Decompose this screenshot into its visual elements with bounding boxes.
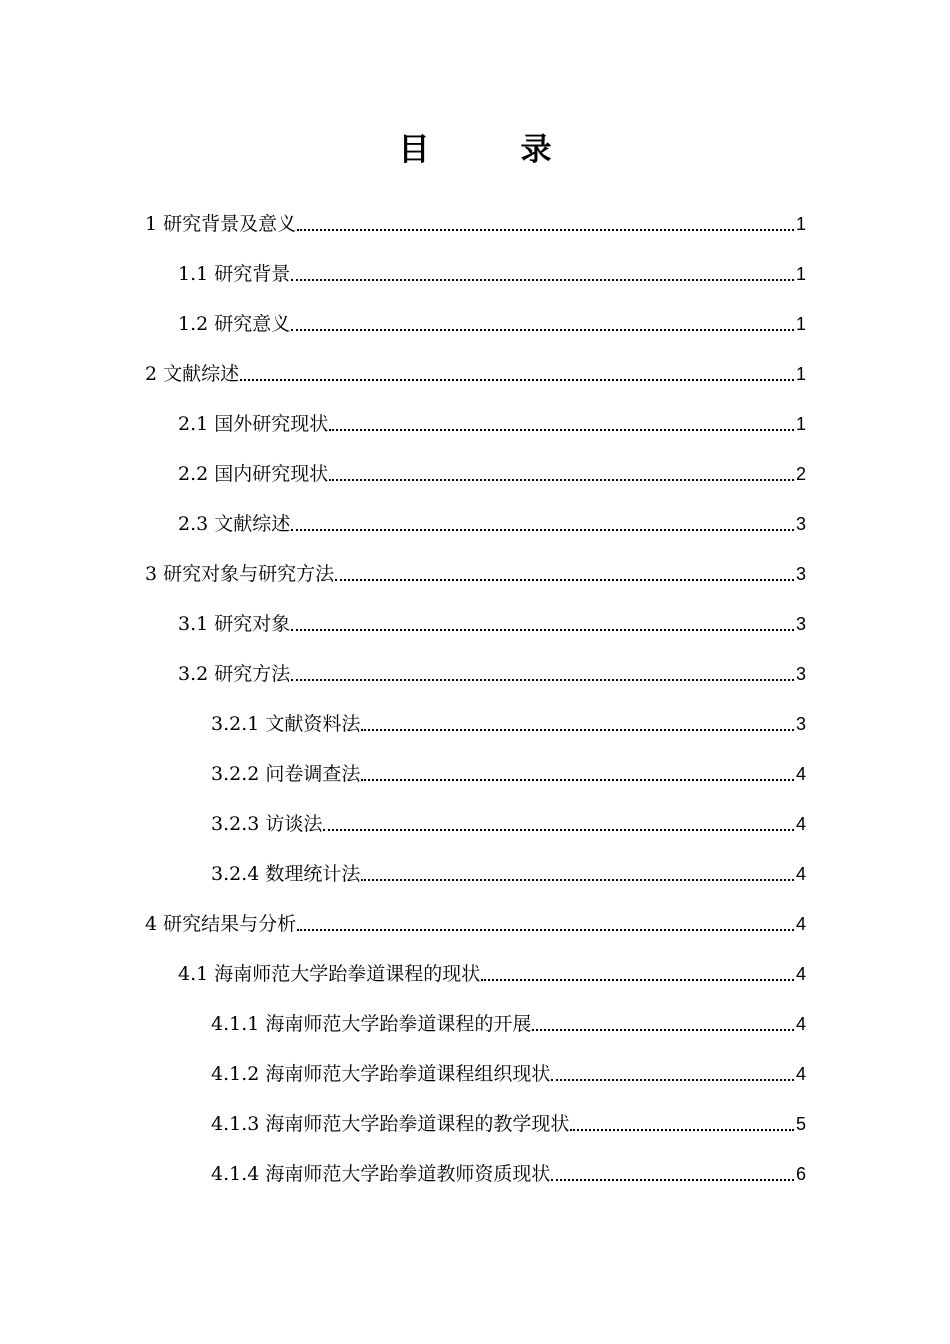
toc-entry[interactable] (211, 759, 806, 789)
toc-dot-leader (329, 479, 794, 481)
toc-entry-text: 3.2.2 问卷调查法 (211, 763, 361, 785)
toc-entry-text: 1.1 研究背景 (178, 263, 291, 285)
toc-entry-page: 1 (795, 364, 806, 384)
toc-entry-page: 4 (795, 864, 806, 884)
toc-entry-text: 4 研究结果与分析 (145, 913, 297, 935)
toc-entry-text: 1 研究背景及意义 (145, 213, 297, 235)
toc-dot-leader (297, 929, 794, 931)
toc-entry[interactable] (178, 409, 806, 439)
toc-dot-leader (551, 1179, 794, 1181)
toc-entry-text: 4.1 海南师范大学跆拳道课程的现状 (178, 963, 481, 985)
toc-dot-leader (291, 279, 794, 281)
toc-dot-leader (329, 429, 794, 431)
toc-entry[interactable] (211, 1159, 806, 1189)
toc-entry[interactable] (178, 609, 806, 639)
toc-entry-text: 3.2.1 文献资料法 (211, 713, 361, 735)
toc-dot-leader (291, 679, 794, 681)
toc-entry-text: 3.1 研究对象 (178, 613, 291, 635)
toc-entry-page: 4 (795, 814, 806, 834)
toc-dot-leader (570, 1129, 794, 1131)
toc-entry-page: 4 (795, 1014, 806, 1034)
toc-entry-text: 2.1 国外研究现状 (178, 413, 329, 435)
toc-dot-leader (361, 779, 794, 781)
toc-entry-text: 3.2.4 数理统计法 (211, 863, 361, 885)
toc-entry-page: 2 (795, 464, 806, 484)
toc-entry-page: 3 (795, 714, 806, 734)
toc-dot-leader (361, 879, 794, 881)
toc-entry-text: 2 文献综述 (145, 363, 240, 385)
toc-entry-text: 2.3 文献综述 (178, 513, 291, 535)
toc-dot-leader (335, 579, 794, 581)
toc-title: 目 录 (398, 132, 582, 168)
toc-dot-leader (291, 629, 794, 631)
toc-entry[interactable] (145, 359, 806, 389)
toc-entry-text: 4.1.3 海南师范大学跆拳道课程的教学现状 (211, 1113, 570, 1135)
toc-entry[interactable] (211, 1009, 806, 1039)
toc-entry-text: 1.2 研究意义 (178, 313, 291, 335)
toc-entry-text: 3.2.3 访谈法 (211, 813, 323, 835)
toc-dot-leader (240, 379, 794, 381)
toc-entry[interactable] (178, 459, 806, 489)
toc-entry[interactable] (145, 559, 806, 589)
toc-entry-text: 4.1.1 海南师范大学跆拳道课程的开展 (211, 1013, 532, 1035)
toc-entry[interactable] (178, 659, 806, 689)
toc-entry-page: 1 (795, 414, 806, 434)
toc-entry[interactable] (178, 959, 806, 989)
toc-entry-page: 1 (795, 214, 806, 234)
toc-entry-text: 2.2 国内研究现状 (178, 463, 329, 485)
toc-dot-leader (323, 829, 794, 831)
toc-dot-leader (291, 529, 794, 531)
toc-entry-page: 3 (795, 614, 806, 634)
toc-entry[interactable] (145, 909, 806, 939)
toc-entry[interactable] (145, 209, 806, 239)
toc-entry[interactable] (178, 309, 806, 339)
toc-entry-page: 4 (795, 964, 806, 984)
toc-entry-text: 3.2 研究方法 (178, 663, 291, 685)
toc-dot-leader (532, 1029, 794, 1031)
toc-entry[interactable] (211, 709, 806, 739)
toc-dot-leader (551, 1079, 794, 1081)
toc-entry-page: 5 (795, 1114, 806, 1134)
toc-entry-page: 1 (795, 314, 806, 334)
toc-entry-page: 4 (795, 914, 806, 934)
toc-dot-leader (361, 729, 794, 731)
toc-entry[interactable] (178, 259, 806, 289)
toc-entry[interactable] (211, 809, 806, 839)
toc-dot-leader (291, 329, 794, 331)
toc-dot-leader (297, 229, 794, 231)
toc-entry-page: 6 (795, 1164, 806, 1184)
toc-entry[interactable] (211, 1059, 806, 1089)
toc-entry[interactable] (211, 859, 806, 889)
toc-entry-text: 4.1.4 海南师范大学跆拳道教师资质现状 (211, 1163, 551, 1185)
toc-entry[interactable] (211, 1109, 806, 1139)
toc-entry-text: 4.1.2 海南师范大学跆拳道课程组织现状 (211, 1063, 551, 1085)
toc-entry[interactable] (178, 509, 806, 539)
toc-entry-text: 3 研究对象与研究方法 (145, 563, 335, 585)
toc-dot-leader (481, 979, 794, 981)
toc-entry-page: 3 (795, 514, 806, 534)
toc-entry-page: 1 (795, 264, 806, 284)
toc-entry-page: 3 (795, 664, 806, 684)
toc-entry-page: 3 (795, 564, 806, 584)
toc-entry-page: 4 (795, 1064, 806, 1084)
toc-entry-page: 4 (795, 764, 806, 784)
